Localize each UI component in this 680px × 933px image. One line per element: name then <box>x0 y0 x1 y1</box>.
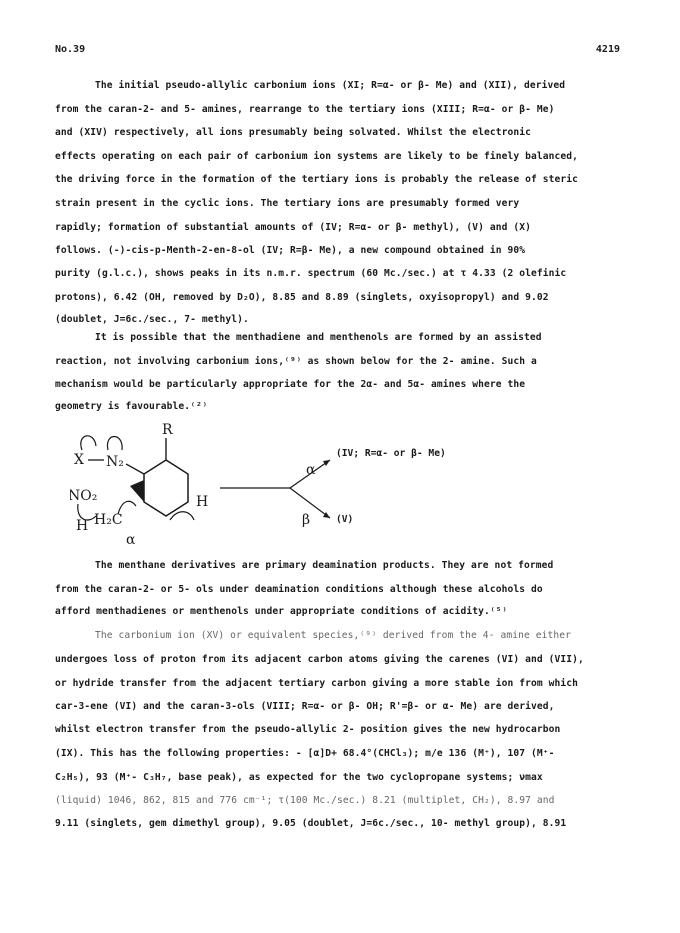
methylene-label: H₂C <box>94 512 123 528</box>
leaving-group-X: X <box>74 452 84 468</box>
text-line: undergoes loss of proton from its adjacent carbon atoms giving the carenes (VI) and (VII), <box>55 654 584 665</box>
text-line: The carbonium ion (XV) or equivalent species,⁽⁹⁾ derived from the 4- amine either <box>95 630 571 641</box>
text-line: whilst electron transfer from the pseudo-allylic 2- position gives the new hydrocarbon <box>55 724 561 735</box>
reaction-scheme <box>70 420 570 550</box>
pathway-beta-label: β <box>302 512 311 528</box>
page-header-journal: No.39 <box>55 44 86 55</box>
text-line: C₂H₅), 93 (M⁺- C₃H₇, base peak), as expected for the two cyclopropane systems; νmax <box>55 772 543 783</box>
text-line: (doublet, J=6c./sec., 7- methyl). <box>55 314 249 325</box>
pathway-alpha-label: α <box>306 462 316 478</box>
nitrite-label: NO₂ <box>70 488 98 504</box>
hydrogen-label: H <box>76 518 89 534</box>
hydrogen-label: H <box>196 494 209 510</box>
text-line: It is possible that the menthadiene and menthenols are formed by an assisted <box>95 332 542 343</box>
page-number: 4219 <box>595 44 620 55</box>
text-line: strain present in the cyclic ions. The tertiary ions are presumably formed very <box>55 198 520 209</box>
alpha-label-small: α <box>126 532 136 548</box>
text-line: (liquid) 1046, 862, 815 and 776 cm⁻¹; τ(100 Mc./sec.) 8.21 (multiplet, CH₂), 8.97 and <box>55 795 555 806</box>
text-line: afford menthadienes or menthenols under appropriate conditions of acidity.⁽⁵⁾ <box>55 606 508 617</box>
text-line: from the caran-2- or 5- ols under deamination conditions although these alcohols do <box>55 584 543 595</box>
text-line: (IX). This has the following properties: - [α]D+ 68.4°(CHCl₃); m/e 136 (M⁺), 107 (M⁺- <box>55 748 555 759</box>
dinitrogen-label: N₂ <box>106 454 124 470</box>
product-IV-label: (IV; R=α- or β- Me) <box>336 448 446 459</box>
text-line: The initial pseudo-allylic carbonium ions (XI; R=α- or β- Me) and (XII), derived <box>95 80 566 91</box>
text-line: car-3-ene (VI) and the caran-3-ols (VIII; R=α- or β- OH; R'=β- or α- Me) are derived, <box>55 701 555 712</box>
substituent-R: R <box>162 422 173 438</box>
text-line: geometry is favourable.⁽²⁾ <box>55 401 208 412</box>
text-line: 9.11 (singlets, gem dimethyl group), 9.05 (doublet, J=6c./sec., 10- methyl group), 8.91 <box>55 818 567 829</box>
text-line: effects operating on each pair of carbonium ion systems are likely to be finely balanced, <box>55 151 578 162</box>
product-V-label: (V) <box>336 514 354 525</box>
text-line: from the caran-2- and 5- amines, rearrange to the tertiary ions (XIII; R=α- or β- Me) <box>55 104 555 115</box>
text-line: protons), 6.42 (OH, removed by D₂O), 8.85 and 8.89 (singlets, oxyisopropyl) and 9.02 <box>55 292 549 303</box>
text-line: purity (g.l.c.), shows peaks in its n.m.r. spectrum (60 Mc./sec.) at τ 4.33 (2 olefinic <box>55 268 567 279</box>
text-line: rapidly; formation of substantial amounts of (IV; R=α- or β- methyl), (V) and (X) <box>55 222 531 233</box>
text-line: the driving force in the formation of the tertiary ions is probably the release of steric <box>55 174 578 185</box>
text-line: The menthane derivatives are primary deamination products. They are not formed <box>95 560 554 571</box>
text-line: follows. (-)-cis-p-Menth-2-en-8-ol (IV; R=β- Me), a new compound obtained in 90% <box>55 245 526 256</box>
reaction-diagram <box>70 420 570 550</box>
text-line: or hydride transfer from the adjacent tertiary carbon giving a more stable ion from which <box>55 678 578 689</box>
text-line: mechanism would be particularly appropriate for the 2α- and 5α- amines where the <box>55 379 526 390</box>
text-line: and (XIV) respectively, all ions presumably being solvated. Whilst the electronic <box>55 127 531 138</box>
text-line: reaction, not involving carbonium ions,⁽⁹⁾ as shown below for the 2- amine. Such a <box>55 356 537 367</box>
